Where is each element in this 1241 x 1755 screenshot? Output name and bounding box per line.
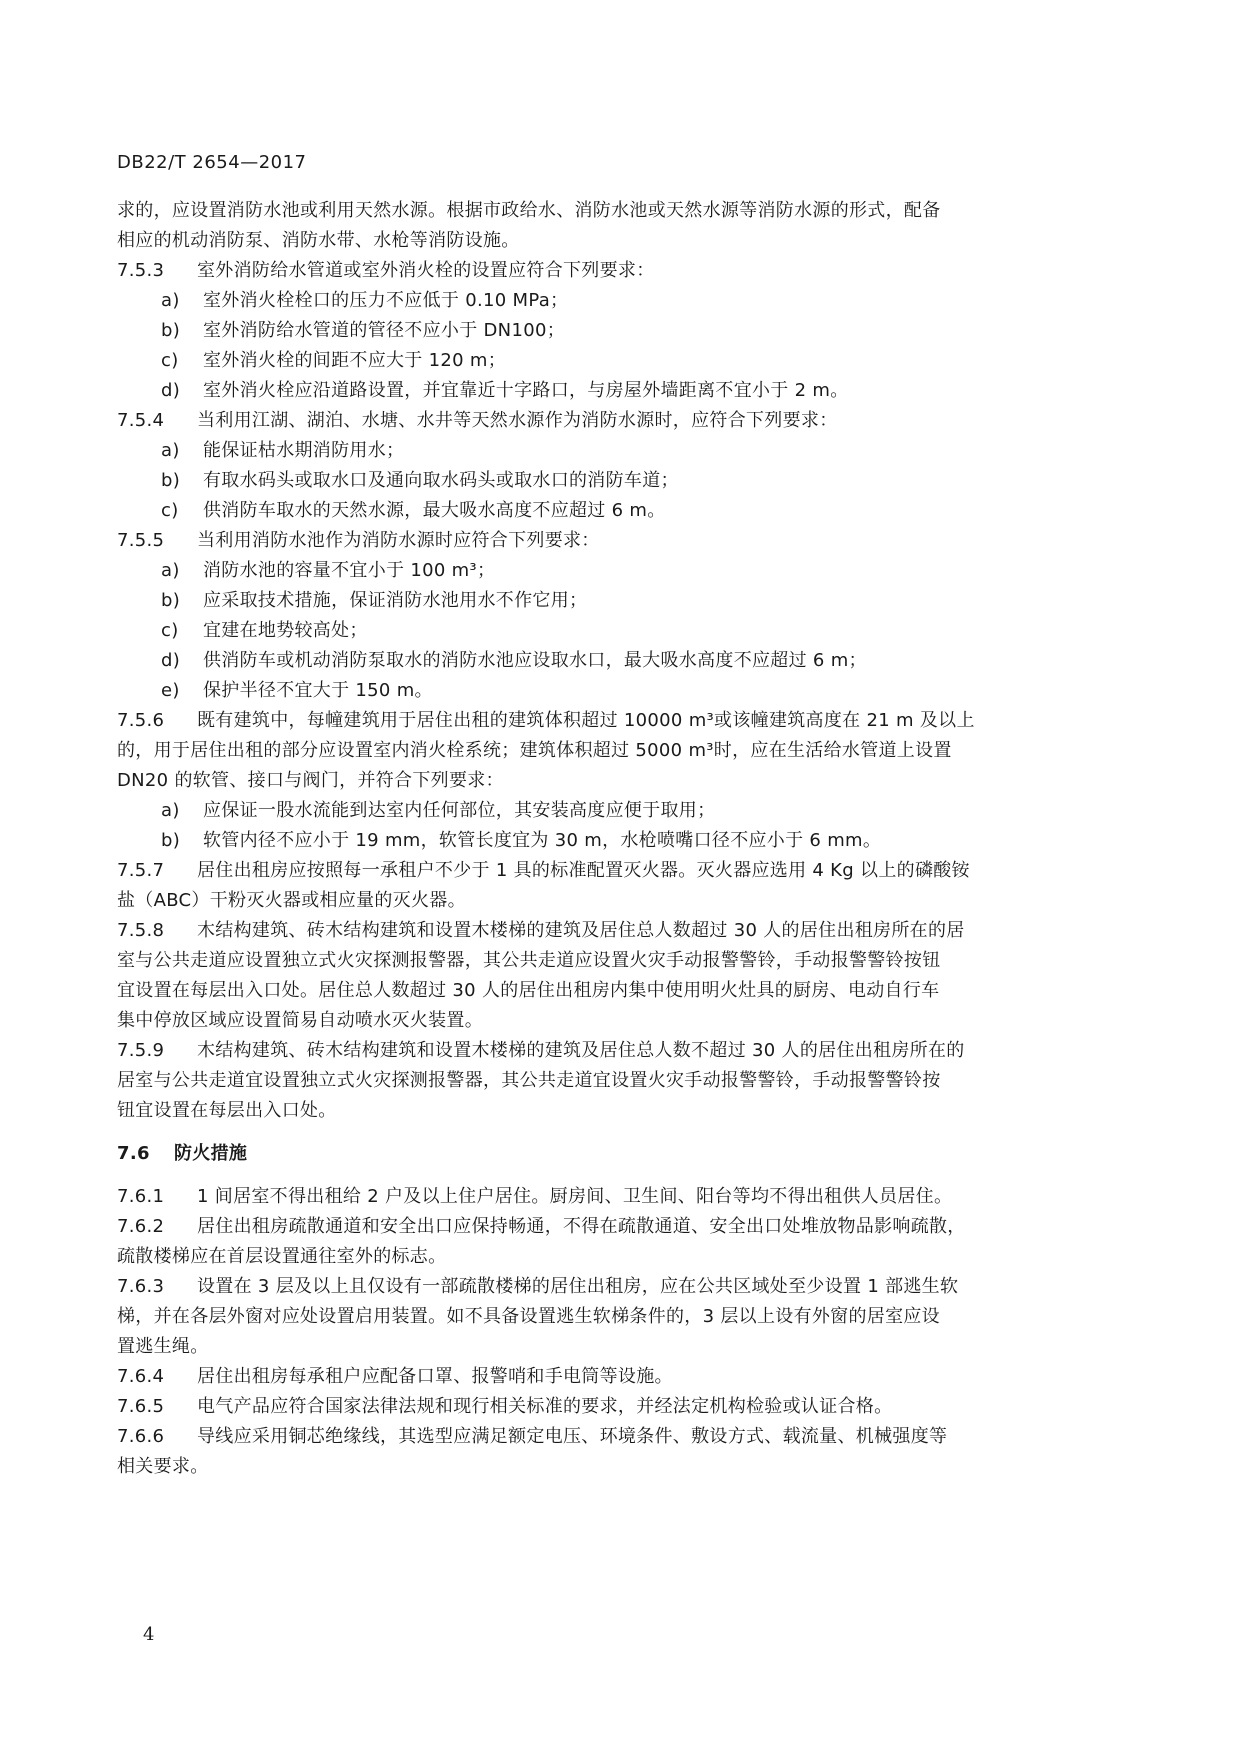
line-text: 软管内径不应小于 19 mm，软管长度宜为 30 m，水枪喷嘴口径不应小于 6 mm。 — [203, 830, 882, 851]
clause-number: 7.6.6 — [117, 1426, 165, 1447]
continuation-line — [117, 736, 1102, 766]
clause-line — [117, 256, 1102, 286]
clause-line — [117, 1182, 1102, 1212]
line-text: 宜设置在每层出入口处。居住总人数超过 30 人的居住出租房内集中使用明火灶具的厨房、电动自行车 — [117, 980, 940, 1001]
continuation-line — [117, 886, 1102, 916]
list-marker: b) — [161, 470, 181, 491]
line-text: 防火措施 — [174, 1143, 248, 1164]
line-text: 能保证枯水期消防用水； — [203, 440, 405, 461]
clause-number: 7.6.4 — [117, 1366, 165, 1387]
line-text: 集中停放区域应设置简易自动喷水灭火装置。 — [117, 1010, 483, 1031]
clause-number: 7.5.7 — [117, 860, 165, 881]
clause-number: 7.6.1 — [117, 1186, 165, 1207]
list-marker: c) — [161, 500, 179, 521]
list-item — [117, 286, 1102, 316]
continuation-line — [117, 1096, 1102, 1126]
clause-number: 7.5.3 — [117, 260, 165, 281]
list-marker: b) — [161, 830, 181, 851]
clause-line — [117, 1422, 1102, 1452]
line-text: 导线应采用铜芯绝缘线，其选型应满足额定电压、环境条件、敷设方式、载流量、机械强度等 — [197, 1426, 948, 1447]
clause-line — [117, 1272, 1102, 1302]
clause-line — [117, 1212, 1102, 1242]
line-text: 居住出租房疏散通道和安全出口应保持畅通，不得在疏散通道、安全出口处堆放物品影响疏散， — [197, 1216, 966, 1237]
line-text: 木结构建筑、砖木结构建筑和设置木楼梯的建筑及居住总人数不超过 30 人的居住出租房所在的 — [197, 1040, 965, 1061]
list-marker: a) — [161, 290, 180, 311]
line-text: 消防水池的容量不宜小于 100 m³； — [203, 560, 496, 581]
line-text: 当利用消防水池作为消防水源时应符合下列要求： — [197, 530, 600, 551]
line-text: 既有建筑中，每幢建筑用于居住出租的建筑体积超过 10000 m³或该幢建筑高度在 21 m 及以上 — [197, 710, 975, 731]
clause-number: 7.5.9 — [117, 1040, 165, 1061]
line-text: 室与公共走道应设置独立式火灾探测报警器，其公共走道应设置火灾手动报警警铃，手动报警警铃按钮 — [117, 950, 941, 971]
list-item — [117, 586, 1102, 616]
line-text: 电气产品应符合国家法律法规和现行相关标准的要求，并经法定机构检验或认证合格。 — [197, 1396, 893, 1417]
line-text: 居室与公共走道宜设置独立式火灾探测报警器，其公共走道宜设置火灾手动报警警铃，手动报警警铃按 — [117, 1070, 941, 1091]
list-marker: a) — [161, 560, 180, 581]
list-item — [117, 496, 1102, 526]
list-item — [117, 616, 1102, 646]
line-text: 室外消火栓栓口的压力不应低于 0.10 MPa； — [203, 290, 569, 311]
continuation-line — [117, 766, 1102, 796]
continuation-line — [117, 1302, 1102, 1332]
line-text: 钮宜设置在每层出入口处。 — [117, 1100, 337, 1121]
list-item — [117, 376, 1102, 406]
continuation-line — [117, 1066, 1102, 1096]
clause-line — [117, 916, 1102, 946]
clause-number: 7.6.2 — [117, 1216, 165, 1237]
list-item — [117, 436, 1102, 466]
line-text: 室外消火栓应沿道路设置，并宜靠近十字路口，与房屋外墙距离不宜小于 2 m。 — [203, 380, 849, 401]
continuation-line — [117, 976, 1102, 1006]
line-text: 宜建在地势较高处； — [203, 620, 368, 641]
continuation-line — [117, 196, 1102, 226]
line-text: 应保证一股水流能到达室内任何部位，其安装高度应便于取用； — [203, 800, 716, 821]
section-heading — [117, 1139, 1102, 1169]
line-text: 相关要求。 — [117, 1456, 209, 1477]
line-text: 室外消火栓的间距不应大于 120 m； — [203, 350, 507, 371]
line-text: 居住出租房应按照每一承租户不少于 1 具的标准配置灭火器。灭火器应选用 4 Kg 以上的磷酸铵 — [197, 860, 970, 881]
clause-number: 7.6.3 — [117, 1276, 165, 1297]
line-text: 供消防车取水的天然水源，最大吸水高度不应超过 6 m。 — [203, 500, 666, 521]
line-text: 求的，应设置消防水池或利用天然水源。根据市政给水、消防水池或天然水源等消防水源的形式，配备 — [117, 200, 941, 221]
clause-number: 7.5.5 — [117, 530, 165, 551]
line-text: 相应的机动消防泵、消防水带、水枪等消防设施。 — [117, 230, 520, 251]
list-marker: b) — [161, 590, 181, 611]
document-body — [117, 196, 1102, 1482]
clause-line — [117, 1036, 1102, 1066]
continuation-line — [117, 226, 1102, 256]
continuation-line — [117, 1452, 1102, 1482]
line-text: DN20 的软管、接口与阀门，并符合下列要求： — [117, 770, 504, 791]
line-text: 有取水码头或取水口及通向取水码头或取水口的消防车道； — [203, 470, 679, 491]
clause-line — [117, 856, 1102, 886]
list-item — [117, 826, 1102, 856]
list-item — [117, 646, 1102, 676]
clause-line — [117, 526, 1102, 556]
list-item — [117, 676, 1102, 706]
continuation-line — [117, 1242, 1102, 1272]
line-text: 室外消防给水管道的管径不应小于 DN100； — [203, 320, 566, 341]
list-item — [117, 316, 1102, 346]
continuation-line — [117, 1006, 1102, 1036]
clause-number: 7.6.5 — [117, 1396, 165, 1417]
line-text: 保护半径不宜大于 150 m。 — [203, 680, 433, 701]
clause-number: 7.5.6 — [117, 710, 165, 731]
list-item — [117, 556, 1102, 586]
continuation-line — [117, 1332, 1102, 1362]
list-marker: d) — [161, 650, 181, 671]
list-marker: b) — [161, 320, 181, 341]
line-text: 的，用于居住出租的部分应设置室内消火栓系统；建筑体积超过 5000 m³时，应在生活给水管道上设置 — [117, 740, 952, 761]
line-text: 1 间居室不得出租给 2 户及以上住户居住。厨房间、卫生间、阳台等均不得出租供人员居住。 — [197, 1186, 953, 1207]
section-number: 7.6 — [117, 1143, 150, 1164]
clause-line — [117, 1362, 1102, 1392]
clause-line — [117, 706, 1102, 736]
clause-line — [117, 406, 1102, 436]
clause-number: 7.5.4 — [117, 410, 165, 431]
clause-number: 7.5.8 — [117, 920, 165, 941]
list-marker: e) — [161, 680, 180, 701]
line-text: 应采取技术措施，保证消防水池用水不作它用； — [203, 590, 588, 611]
line-text: 居住出租房每承租户应配备口罩、报警哨和手电筒等设施。 — [197, 1366, 673, 1387]
line-text: 当利用江湖、湖泊、水塘、水井等天然水源作为消防水源时，应符合下列要求： — [197, 410, 838, 431]
line-text: 室外消防给水管道或室外消火栓的设置应符合下列要求： — [197, 260, 655, 281]
document-code: DB22/T 2654—2017 — [117, 152, 307, 173]
line-text: 盐（ABC）干粉灭火器或相应量的灭火器。 — [117, 890, 466, 911]
line-text: 疏散楼梯应在首层设置通往室外的标志。 — [117, 1246, 447, 1267]
line-text: 置逃生绳。 — [117, 1336, 209, 1357]
list-marker: d) — [161, 380, 181, 401]
list-item — [117, 346, 1102, 376]
line-text: 梯，并在各层外窗对应处设置启用装置。如不具备设置逃生软梯条件的，3 层以上设有外窗的居室应设 — [117, 1306, 940, 1327]
continuation-line — [117, 946, 1102, 976]
list-marker: a) — [161, 800, 180, 821]
list-marker: a) — [161, 440, 180, 461]
list-item — [117, 466, 1102, 496]
line-text: 设置在 3 层及以上且仅设有一部疏散楼梯的居住出租房，应在公共区域处至少设置 1 部逃生软 — [197, 1276, 959, 1297]
line-text: 供消防车或机动消防泵取水的消防水池应设取水口，最大吸水高度不应超过 6 m； — [203, 650, 867, 671]
list-marker: c) — [161, 350, 179, 371]
list-item — [117, 796, 1102, 826]
line-text: 木结构建筑、砖木结构建筑和设置木楼梯的建筑及居住总人数超过 30 人的居住出租房所在的居 — [197, 920, 965, 941]
page-number: 4 — [143, 1624, 155, 1645]
clause-line — [117, 1392, 1102, 1422]
list-marker: c) — [161, 620, 179, 641]
